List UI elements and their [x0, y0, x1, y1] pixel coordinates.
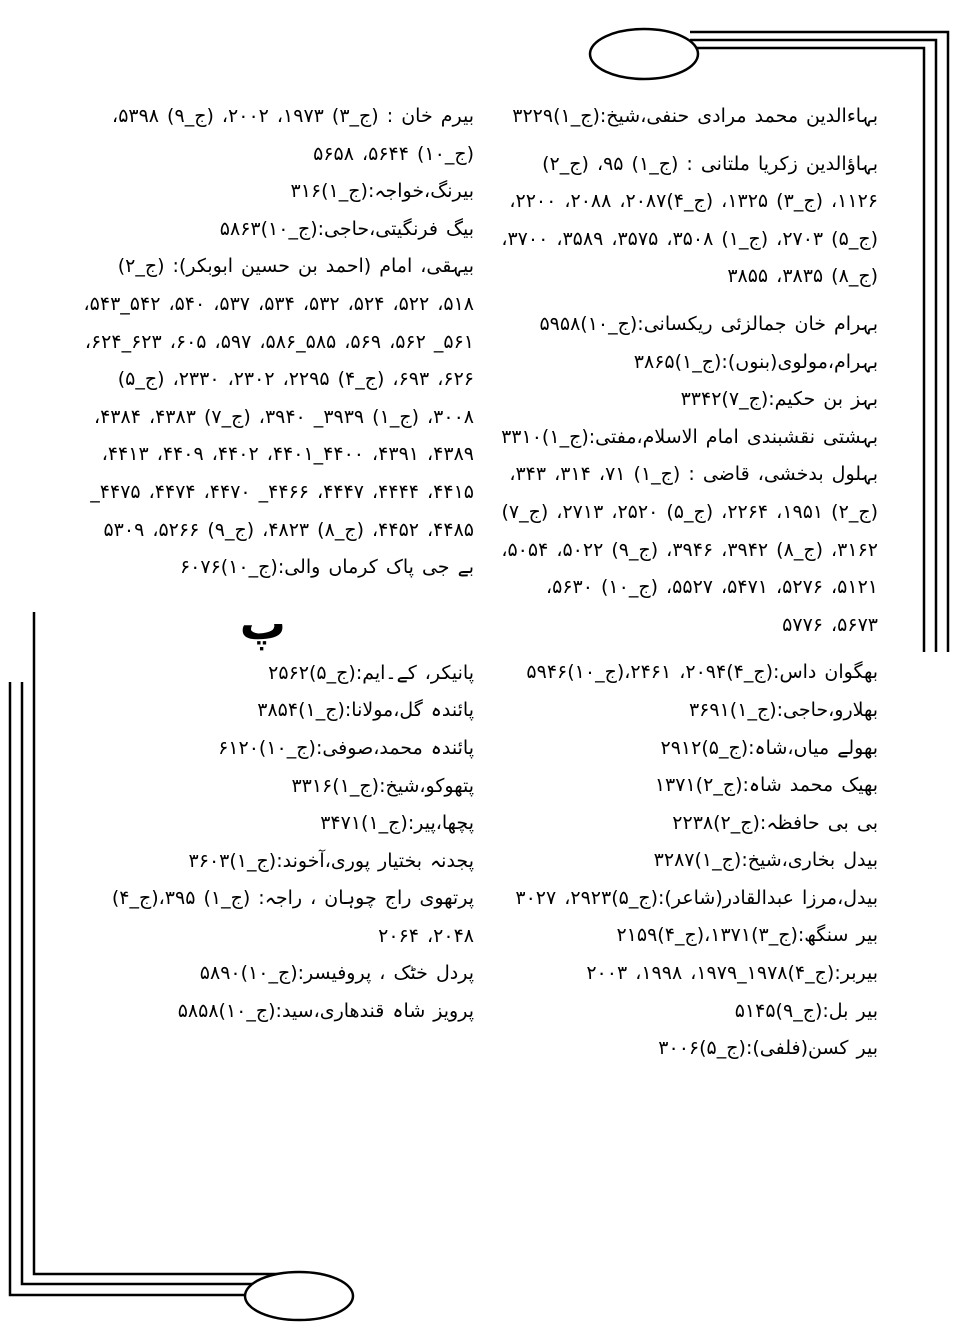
index-entry: بیرم خان : (ج_۳) ۱۹۷۳، ۲۰۰۲، (ج_۹) ۵۳۹۸، (ج_۱۰) ۵۶۴۴، ۵۶۵۸ [112, 105, 474, 165]
index-entry: بی بی حافظہ:(ج_۲)۲۲۳۸ [672, 811, 878, 834]
index-entry: بیگ فرنگیتی،حاجی:(ج_۱۰)۵۸۶۳ [219, 217, 474, 240]
index-entry: بیہقی، امام (احمد بن حسین ابوبکر): (ج_۲) ۵۱۸، ۵۲۲، ۵۲۴، ۵۳۲، ۵۳۴، ۵۳۷، ۵۴۰، ۵۴۲_۵۴۳، ۵۶۱_ ۵۶۲، ۵۶۹، ۵۸۵_۵۸۶، ۵۹۷، ۶۰۵، ۶۲۳_۶۲۴، ۶۲۶، ۶۹۳، (ج_۴) ۲۲۹۵، ۲۳۰۲، ۲۳۳۰، (ج_۵) ۳۰۰۸، (ج_۱) ۳۹۳۹_ ۳۹۴۰، (ج_۷) ۴۳۸۳، ۴۳۸۴، ۴۳۸۹، ۴۳۹۱، ۴۴۰۰_۴۴۰۱، ۴۴۰۲، ۴۴۰۹، ۴۴۱۳، ۴۴۱۵، ۴۴۴۴، ۴۴۴۷، ۴۴۶۶_ ۴۴۷۰، ۴۴۷۴، ۴۴۷۵_ ۴۴۸۵، ۴۴۵۲، (ج_۸) ۴۸۲۳، (ج_۹) ۵۲۶۶، ۵۳۰۹ [83, 255, 474, 541]
index-entry: پانیکر، کے۔ایم:(ج_۵)۲۵۶۲ [268, 661, 474, 684]
index-entry: بے جی پاک کرماں والی:(ج_۱۰)۶۰۷۶ [179, 556, 474, 579]
left-column [82, 98, 474, 1031]
index-entry: بہاؤالدین زکریا ملتانی : (ج_۱) ۹۵، (ج_۲) ۱۱۲۶، (ج_۳) ۱۳۲۵، (ج_۴)۲۰۸۷، ۲۰۸۸، ۲۲۰۰، (ج_۵) ۲۷۰۳، (ج_۱) ۳۵۰۸، ۳۵۷۵، ۳۵۸۹، ۳۷۰۰، (ج_۸) ۳۸۳۵، ۳۸۵۵ [501, 152, 878, 288]
index-entry: بیربر:(ج_۴)۱۹۷۸_۱۹۷۹، ۱۹۹۸، ۲۰۰۳ [586, 962, 878, 985]
index-entry: پتھوکو،شیخ:(ج_۱)۳۳۱۶ [291, 774, 474, 797]
index-entry: بیر بل:(ج_۹)۵۱۴۵ [734, 999, 878, 1022]
index-entry: بھگوان داس:(ج_۴)۲۰۹۴، ۲۴۶۱،(ج_۱۰)۵۹۴۶ [526, 661, 878, 684]
index-entry: بہشتی نقشبندی امام الاسلام،مفتی:(ج_۱)۳۳۱۰ [501, 425, 878, 448]
index-entry: بیدل بخاری،شیخ:(ج_۱)۳۲۸۷ [653, 849, 878, 872]
index-entry: بیر کسن(فلفی):(ج_۵)۳۰۰۶ [658, 1037, 878, 1060]
index-entry: بہرام خان جمالزئی ریکسانی:(ج_۱۰)۵۹۵۸ [539, 312, 878, 335]
index-entry: بہاءالدین محمد مرادی حنفی،شیخ:(ج_۱)۳۲۲۹ [512, 105, 878, 127]
index-entry: پائندہ محمد،صوفی:(ج_۱۰)۶۱۲۰ [218, 736, 474, 759]
index-entry: بیدل،مرزا عبدالقادر(شاعر):(ج_۵)۲۹۲۳، ۳۰۲۷ [515, 886, 878, 909]
index-entry: بہز بن حکیم:(ج_۷)۳۳۴۲ [680, 388, 878, 411]
index-entry: پچھا،پیر:(ج_۱)۳۴۷۱ [320, 812, 474, 835]
index-entry: بہلول بدخشی، قاضی : (ج_۱) ۷۱، ۳۱۴، ۳۴۳، (ج_۲) ۱۹۵۱، ۲۲۶۴، (ج_۵) ۲۵۲۰، ۲۷۱۳، (ج_۷) ۳۱۶۲، (ج_۸) ۳۹۴۲، ۳۹۴۶، (ج_۹) ۵۰۲۲، ۵۰۵۴، ۵۱۲۱، ۵۲۷۶، ۵۴۷۱، ۵۵۲۷، (ج_۱۰) ۵۶۳۰، ۵۶۷۳، ۵۷۷۶ [501, 463, 878, 636]
index-entry: بیرنگ،خواجہ:(ج_۱)۳۱۶ [290, 180, 474, 203]
index-entry: بیر سنگھ:(ج_۳)۱۳۷۱،(ج_۴)۲۱۵۹ [616, 924, 878, 947]
index-entry: بھلارو،حاجی:(ج_۱)۳۶۹۱ [688, 698, 878, 721]
index-entry: بہرام،مولوی(بنوں):(ج_۱)۳۸۶۵ [633, 350, 878, 373]
index-entry: پردل خٹک ، پروفیسر:(ج_۱۰)۵۸۹۰ [199, 962, 474, 985]
right-column [492, 98, 878, 1068]
section-letter-heading: پ [239, 595, 286, 650]
index-entry: پرویز شاہ قندھاری،سید:(ج_۱۰)۵۸۵۸ [177, 1000, 474, 1023]
index-entry: پرتھوی راج چوہان ، راجہ: (ج_۱) ۳۹۵،(ج_۴) ۲۰۴۸، ۲۰۶۴ [111, 887, 474, 947]
index-entry: پائندہ گل،مولانا:(ج_۱)۳۸۵۴ [257, 699, 474, 722]
index-entry: بھولے میاں،شاہ:(ج_۵)۲۹۱۲ [660, 736, 878, 759]
index-entry: بھیک محمد شاہ:(ج_۲)۱۳۷۱ [654, 774, 878, 797]
index-entry: پجدنہ بختیار پوری،آخوند:(ج_۱)۳۶۰۳ [188, 849, 474, 872]
